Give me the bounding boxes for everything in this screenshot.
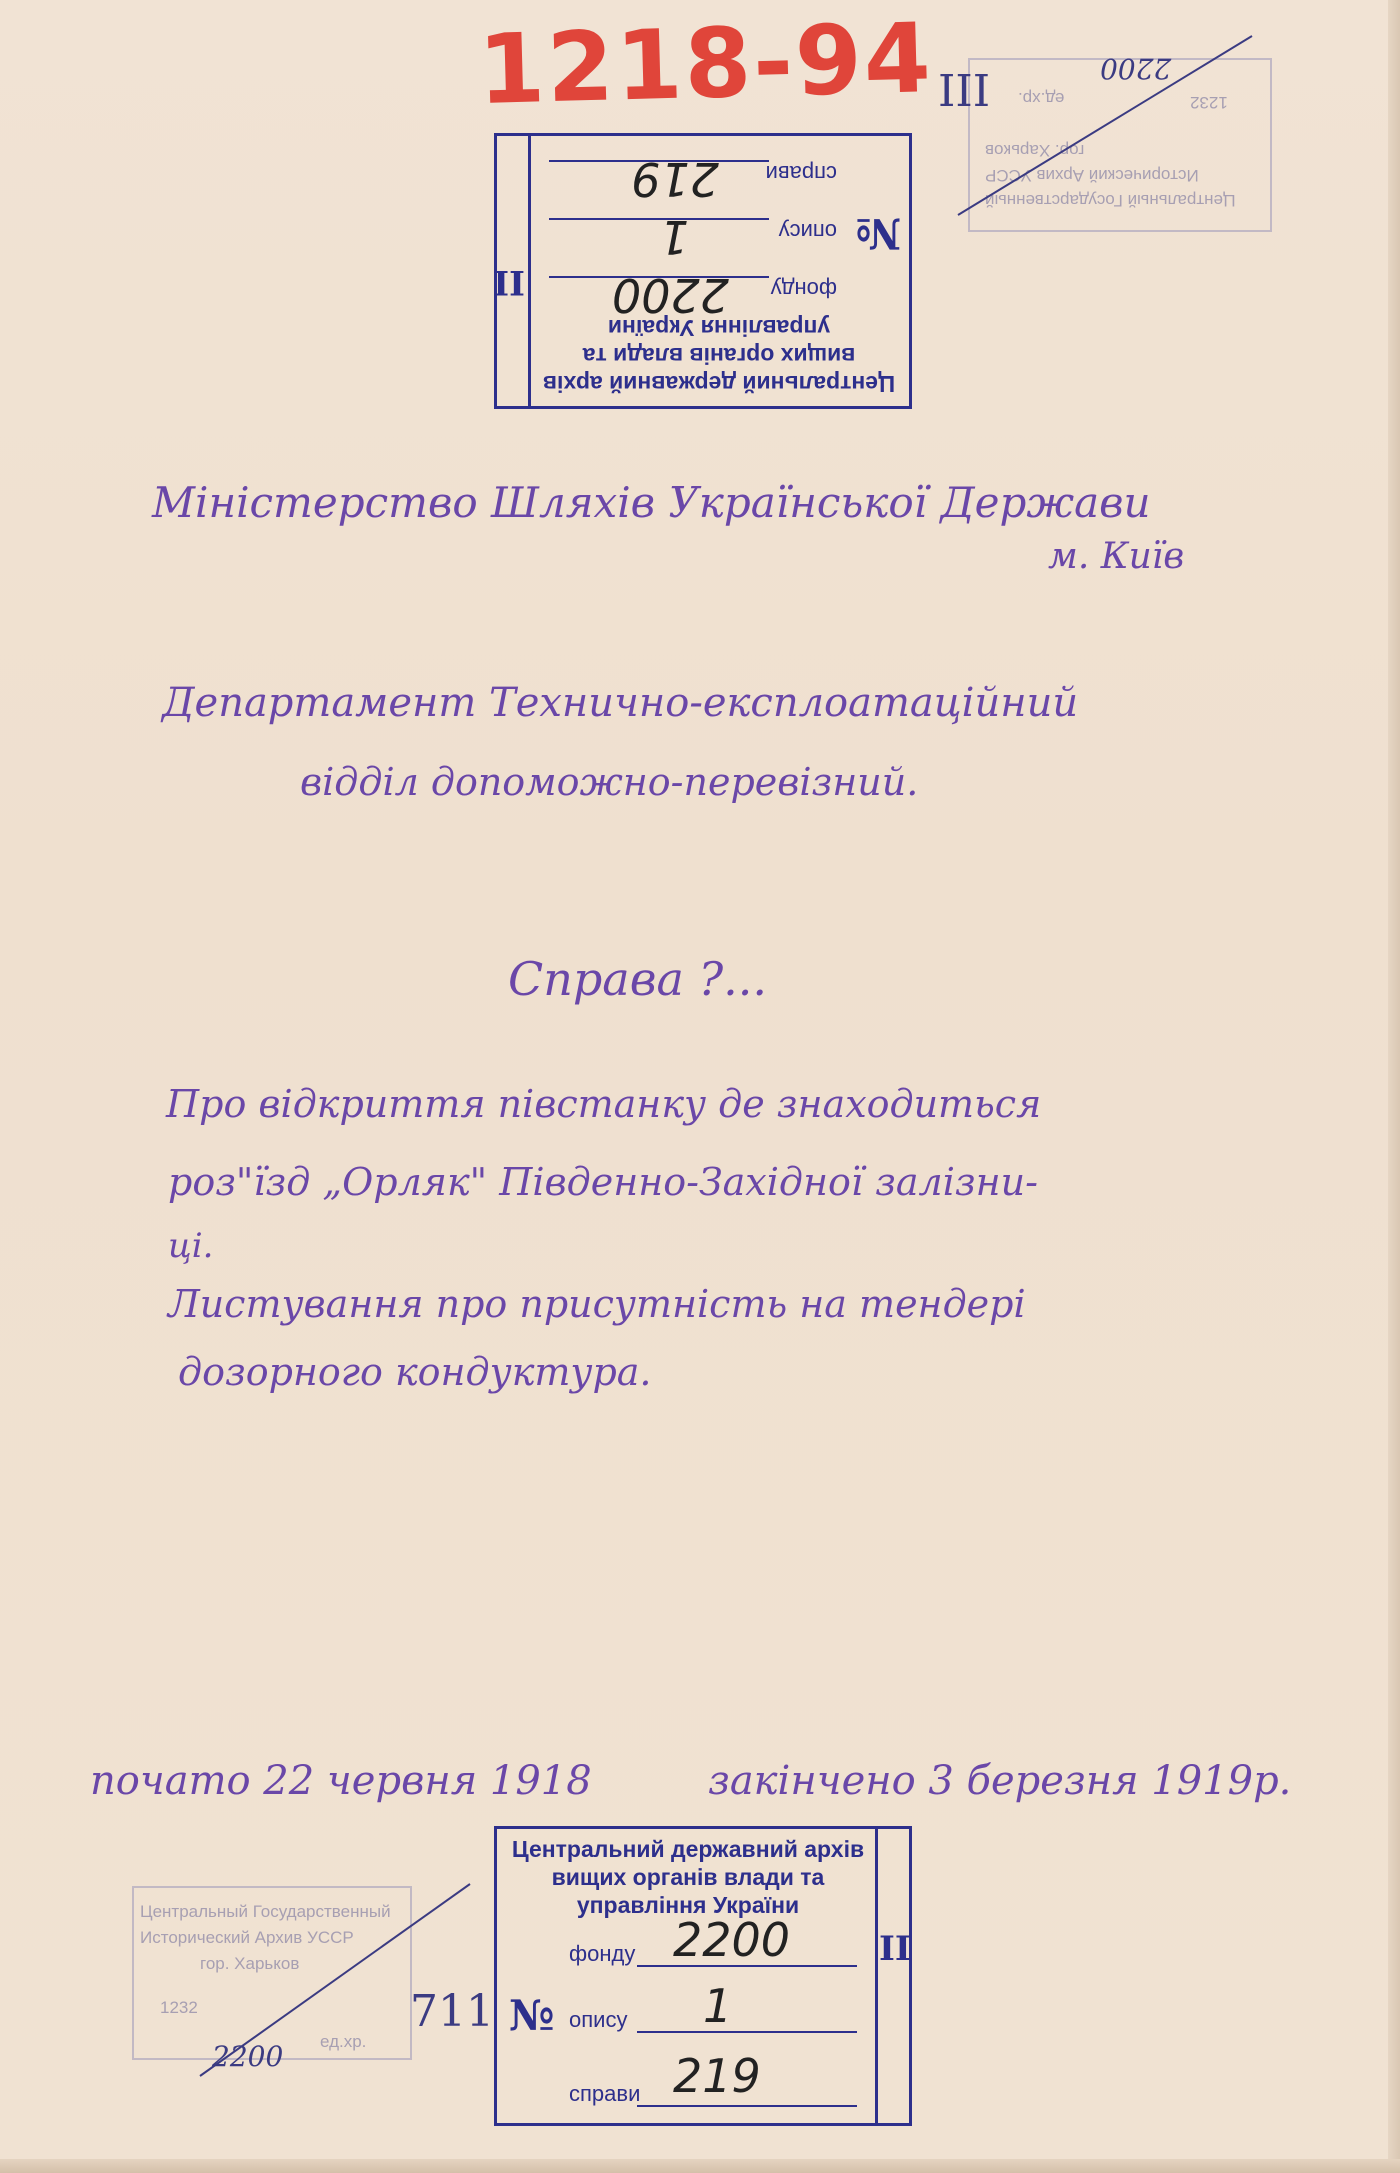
- stamp-opys-line: [637, 2031, 857, 2033]
- stamp-divider: [875, 1829, 878, 2123]
- stamp-line-3: управління України: [607, 315, 831, 341]
- old-stamp-top-line-c: гор. Харьков: [985, 141, 1085, 160]
- folder-bottom-edge: [0, 2159, 1400, 2173]
- department-line-2: відділ допоможно-перевізний.: [300, 760, 919, 804]
- stamp-fond-value: 2200: [673, 1913, 791, 1967]
- subject-line-2: роз"їзд „Орляк" Південно-Західної залізни-: [168, 1160, 1038, 1204]
- old-stamp-bottom-mark-1: 2200: [212, 2040, 284, 2073]
- stamp-sprava-label: справи: [765, 161, 837, 186]
- subject-line-5: дозорного кондуктура.: [178, 1350, 652, 1394]
- subject-line-3: ці.: [168, 1226, 214, 1266]
- stamp-divider: [528, 136, 531, 406]
- stamp-fond-label: фонду: [569, 1941, 636, 1966]
- strike-line-bottom: [190, 1880, 480, 2080]
- old-stamp-top-line-a: Центральный Государственный: [985, 191, 1236, 210]
- stamp-sprava-label: справи: [569, 2081, 641, 2106]
- stamp-sprava-line: [637, 2105, 857, 2107]
- archive-stamp: [494, 1826, 912, 2126]
- stamp-opys-label: опису: [569, 2007, 628, 2032]
- stamp-line-1: Центральний державний архів: [542, 371, 896, 397]
- stamp-line-2: вищих органів влади та: [551, 1864, 825, 1890]
- stamp-line-3: управління України: [576, 1892, 800, 1918]
- stamp-number-sign: №: [509, 1991, 555, 2040]
- stamp-fond-label: фонду: [770, 277, 837, 302]
- old-stamp-top-line-b: Исторический Архив УССР: [985, 166, 1199, 185]
- archive-stamp-upside-down: [494, 133, 912, 409]
- stamp-roman-numeral: II: [493, 262, 525, 302]
- stamp-opys-value: 1: [659, 210, 689, 264]
- stamp-number-sign: №: [855, 209, 901, 258]
- stamp-opys-value: 1: [703, 1979, 733, 2033]
- old-stamp-top-mark-4: 1232: [1190, 93, 1228, 112]
- ministry-line-2: м. Київ: [1048, 536, 1185, 577]
- case-title: Справа ?...: [508, 952, 768, 1006]
- old-stamp-top-mark-3: ед.хр.: [1018, 89, 1065, 108]
- ministry-line-1: Міністерство Шляхів Української Держави: [152, 478, 1151, 527]
- old-stamp-top-mark-2: 2200: [1100, 52, 1172, 85]
- old-stamp-bottom-mark-2: ед.хр.: [320, 2032, 367, 2051]
- old-stamp-bottom-mark-3: 711: [410, 1986, 494, 2037]
- old-stamp-top-mark-1: III: [938, 66, 991, 117]
- stamp-line-2: вищих органів влади та: [582, 343, 856, 369]
- subject-line-4: Листування про присутність на тендері: [168, 1282, 1026, 1326]
- stamp-sprava-value: 219: [631, 152, 719, 206]
- stamp-roman-numeral: II: [879, 1929, 911, 1969]
- stamp-sprava-value: 219: [673, 2049, 761, 2103]
- old-stamp-bottom-line-a: Центральный Государственный: [140, 1902, 391, 1921]
- strike-line-top: [956, 30, 1256, 230]
- old-stamp-bottom-line-b: Исторический Архив УССР: [140, 1928, 354, 1947]
- date-started: почато 22 червня 1918: [90, 1758, 592, 1804]
- subject-line-1: Про відкриття півстанку де знаходиться: [166, 1082, 1042, 1126]
- folder-right-edge: [1388, 0, 1400, 2173]
- old-stamp-bottom-fond: 1232: [160, 1998, 198, 2017]
- stamp-fond-value: 2200: [611, 268, 729, 322]
- old-stamp-bottom-line-c: гор. Харьков: [200, 1954, 300, 1973]
- stamp-line-1: Центральний державний архів: [511, 1836, 865, 1862]
- stamp-opys-label: опису: [778, 219, 837, 244]
- archive-number: 1218-94: [476, 2, 935, 126]
- date-finished: закінчено 3 березня 1919р.: [708, 1758, 1292, 1804]
- department-line-1: Департамент Технично-експлоатаційний: [162, 680, 1079, 726]
